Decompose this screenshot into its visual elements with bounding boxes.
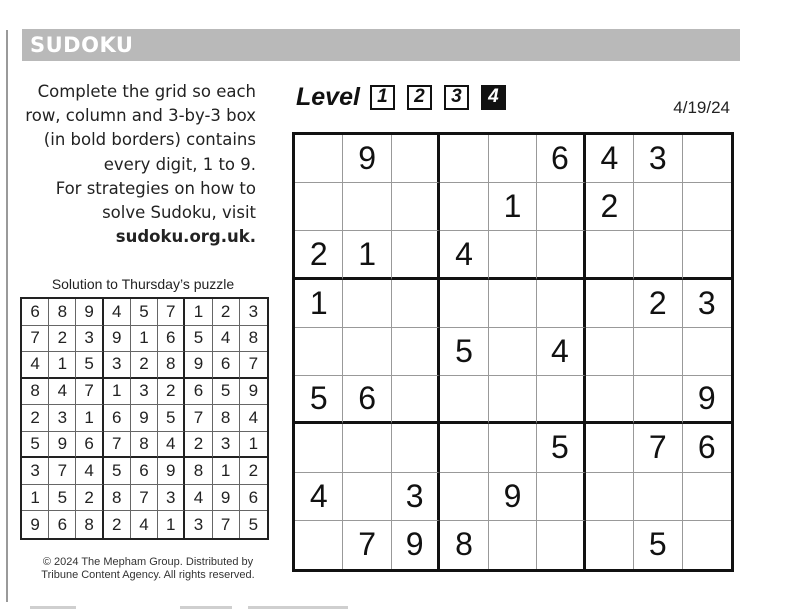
puzzle-cell-r6-c9: 9 [683,376,731,424]
page-title: SUDOKU [30,33,134,57]
solution-cell-r6-c9: 1 [240,432,267,459]
solution-cell-r6-c6: 4 [158,432,185,459]
puzzle-cell-r3-c9[interactable] [683,231,731,279]
puzzle-cell-r3-c8[interactable] [634,231,682,279]
solution-cell-r2-c6: 6 [158,326,185,353]
puzzle-grid [292,132,734,572]
solution-cell-r8-c8: 9 [213,485,240,512]
solution-cell-r8-c6: 3 [158,485,185,512]
solution-cell-r4-c9: 9 [240,379,267,406]
left-divider [6,30,8,602]
solution-cell-r7-c9: 2 [240,458,267,485]
title-bar [22,29,740,61]
puzzle-cell-r5-c9[interactable] [683,328,731,376]
puzzle-cell-r3-c4: 4 [440,231,488,279]
puzzle-cell-r8-c8[interactable] [634,473,682,521]
puzzle-cell-r8-c1: 4 [295,473,343,521]
solution-cell-r8-c5: 7 [131,485,158,512]
solution-cell-r2-c9: 8 [240,326,267,353]
puzzle-cell-r4-c5[interactable] [489,280,537,328]
solution-cell-r7-c3: 4 [76,458,103,485]
solution-cell-r1-c5: 5 [131,299,158,326]
solution-cell-r8-c3: 2 [76,485,103,512]
instructions [14,80,256,249]
puzzle-cell-r5-c8[interactable] [634,328,682,376]
puzzle-cell-r3-c2: 1 [343,231,391,279]
level-3-box: 3 [444,85,469,110]
solution-cell-r1-c8: 2 [213,299,240,326]
copyright-line: © 2024 The Mepham Group. Distributed by [42,556,254,568]
solution-cell-r3-c1: 4 [22,352,49,379]
solution-cell-r9-c3: 8 [76,511,103,538]
solution-cell-r3-c3: 5 [76,352,103,379]
puzzle-cell-r2-c3[interactable] [392,183,440,231]
puzzle-cell-r6-c8[interactable] [634,376,682,424]
puzzle-cell-r4-c4[interactable] [440,280,488,328]
instruction-line: (in bold borders) contains [43,130,256,150]
puzzle-cell-r1-c3[interactable] [392,135,440,183]
solution-cell-r7-c4: 5 [104,458,131,485]
solution-cell-r9-c8: 7 [213,511,240,538]
puzzle-cell-r7-c7[interactable] [586,424,634,472]
puzzle-cell-r7-c4[interactable] [440,424,488,472]
website-link-text: sudoku.org.uk. [115,227,256,247]
puzzle-cell-r1-c1[interactable] [295,135,343,183]
puzzle-cell-r5-c3[interactable] [392,328,440,376]
solution-cell-r4-c6: 2 [158,379,185,406]
solution-cell-r6-c8: 3 [213,432,240,459]
solution-cell-r6-c5: 8 [131,432,158,459]
instruction-line: every digit, 1 to 9. [103,154,256,174]
puzzle-cell-r4-c6[interactable] [537,280,585,328]
puzzle-cell-r8-c2[interactable] [343,473,391,521]
puzzle-cell-r2-c2[interactable] [343,183,391,231]
level-2-box: 2 [407,85,432,110]
solution-cell-r1-c3: 9 [76,299,103,326]
solution-cell-r9-c4: 2 [104,511,131,538]
solution-cell-r1-c2: 8 [49,299,76,326]
instruction-line: row, column and 3-by-3 box [25,106,256,126]
solution-cell-r4-c3: 7 [76,379,103,406]
puzzle-cell-r7-c9: 6 [683,424,731,472]
puzzle-cell-r4-c7[interactable] [586,280,634,328]
puzzle-cell-r7-c5[interactable] [489,424,537,472]
puzzle-cell-r5-c4: 5 [440,328,488,376]
puzzle-cell-r9-c5[interactable] [489,521,537,569]
solution-cell-r6-c3: 6 [76,432,103,459]
puzzle-cell-r2-c5: 1 [489,183,537,231]
solution-cell-r9-c9: 5 [248,514,259,534]
solution-cell-r2-c8: 4 [213,326,240,353]
solution-cell-r2-c7: 5 [185,326,212,353]
puzzle-cell-r6-c2: 6 [343,376,391,424]
solution-cell-r1-c6: 7 [158,299,185,326]
puzzle-cell-r3-c7[interactable] [586,231,634,279]
puzzle-cell-r2-c6[interactable] [537,183,585,231]
solution-cell-r5-c4: 6 [104,405,131,432]
puzzle-cell-r8-c6[interactable] [537,473,585,521]
solution-cell-r3-c6: 8 [158,352,185,379]
solution-cell-r7-c7: 8 [185,458,212,485]
solution-cell-r5-c1: 2 [22,405,49,432]
puzzle-cell-r2-c9[interactable] [683,183,731,231]
puzzle-cell-r4-c9: 3 [683,280,731,328]
puzzle-cell-r5-c7[interactable] [586,328,634,376]
puzzle-cell-r9-c8: 5 [634,521,682,569]
solution-cell-r6-c7: 2 [185,432,212,459]
solution-cell-r3-c9: 7 [240,352,267,379]
puzzle-cell-r1-c6: 6 [537,135,585,183]
solution-cell-r1-c7: 1 [185,299,212,326]
solution-cell-r7-c5: 6 [131,458,158,485]
puzzle-cell-r5-c5[interactable] [489,328,537,376]
puzzle-cell-r9-c6[interactable] [537,521,585,569]
solution-cell-r7-c6: 9 [158,458,185,485]
solution-cell-r8-c1: 1 [22,485,49,512]
puzzle-cell-r2-c7: 2 [586,183,634,231]
puzzle-cell-r1-c2: 9 [343,135,391,183]
instruction-line: solve Sudoku, visit [102,203,256,223]
solution-cell-r9-c1: 9 [22,511,49,538]
puzzle-cell-r7-c1[interactable] [295,424,343,472]
solution-cell-r2-c1: 7 [22,326,49,353]
puzzle-cell-r9-c9[interactable] [683,521,731,569]
solution-grid [20,297,269,540]
solution-cell-r7-c2: 7 [49,458,76,485]
puzzle-cell-r5-c6: 4 [537,328,585,376]
solution-cell-r9-c5: 4 [131,511,158,538]
solution-cell-r5-c9: 4 [240,405,267,432]
puzzle-cell-r5-c2[interactable] [343,328,391,376]
solution-cell-r3-c5: 2 [131,352,158,379]
puzzle-cell-r1-c9[interactable] [683,135,731,183]
solution-cell-r8-c2: 5 [49,485,76,512]
solution-cell-r4-c2: 4 [49,379,76,406]
puzzle-cell-r5-c1[interactable] [295,328,343,376]
solution-cell-r1-c1: 6 [22,299,49,326]
puzzle-cell-r2-c1[interactable] [295,183,343,231]
puzzle-cell-r6-c5[interactable] [489,376,537,424]
solution-cell-r9-c2: 6 [49,511,76,538]
level-label: Level [296,82,360,111]
level-selector [296,82,518,112]
solution-cell-r4-c8: 5 [213,379,240,406]
solution-cell-r5-c3: 1 [76,405,103,432]
solution-cell-r6-c4: 7 [104,432,131,459]
puzzle-cell-r8-c5: 9 [489,473,537,521]
puzzle-cell-r9-c7[interactable] [586,521,634,569]
puzzle-cell-r8-c3: 3 [392,473,440,521]
puzzle-cell-r1-c5[interactable] [489,135,537,183]
level-4-box: 4 [481,85,506,110]
copyright-line: Tribune Content Agency. All rights reserved. [41,569,255,581]
solution-cell-r4-c7: 6 [185,379,212,406]
puzzle-cell-r7-c2[interactable] [343,424,391,472]
solution-cell-r4-c5: 3 [131,379,158,406]
solution-cell-r3-c2: 1 [49,352,76,379]
puzzle-cell-r3-c5[interactable] [489,231,537,279]
puzzle-cell-r8-c7[interactable] [586,473,634,521]
puzzle-cell-r1-c8: 3 [634,135,682,183]
puzzle-cell-r7-c3[interactable] [392,424,440,472]
solution-cell-r1-c4: 4 [104,299,131,326]
puzzle-cell-r6-c4[interactable] [440,376,488,424]
solution-cell-r4-c4: 1 [104,379,131,406]
solution-cell-r2-c5: 1 [131,326,158,353]
puzzle-cell-r3-c3[interactable] [392,231,440,279]
solution-cell-r8-c9: 6 [240,485,267,512]
instruction-line: For strategies on how to [55,178,256,198]
solution-cell-r3-c7: 9 [185,352,212,379]
puzzle-cell-r1-c4[interactable] [440,135,488,183]
puzzle-cell-r9-c3: 9 [392,521,440,569]
copyright [22,556,274,582]
solution-cell-r7-c8: 1 [213,458,240,485]
solution-cell-r5-c7: 7 [185,405,212,432]
solution-cell-r5-c6: 5 [158,405,185,432]
instruction-line: Complete the grid so each [37,82,256,101]
solution-cell-r2-c4: 9 [104,326,131,353]
solution-cell-r6-c1: 5 [22,432,49,459]
solution-cell-r2-c2: 2 [49,326,76,353]
bottom-edge-marks [30,606,360,610]
level-1-box: 1 [370,85,395,110]
solution-cell-r9-c6: 1 [158,511,185,538]
solution-cell-r6-c2: 9 [49,432,76,459]
puzzle-cell-r4-c2[interactable] [343,280,391,328]
puzzle-cell-r2-c4[interactable] [440,183,488,231]
puzzle-cell-r6-c1: 5 [295,376,343,424]
puzzle-cell-r9-c1[interactable] [295,521,343,569]
puzzle-cell-r3-c1: 2 [295,231,343,279]
puzzle-cell-r3-c6[interactable] [537,231,585,279]
solution-cell-r2-c3: 3 [76,326,103,353]
solution-cell-r1-c9: 3 [240,299,267,326]
solution-cell-r9-c7: 3 [185,511,212,538]
puzzle-cell-r8-c9[interactable] [683,473,731,521]
solution-cell-r3-c8: 6 [213,352,240,379]
puzzle-cell-r2-c8[interactable] [634,183,682,231]
solution-cell-r5-c5: 9 [131,405,158,432]
solution-cell-r4-c1: 8 [22,379,49,406]
puzzle-cell-r4-c1: 1 [295,280,343,328]
solution-cell-r5-c8: 8 [213,405,240,432]
puzzle-cell-r1-c7: 4 [586,135,634,183]
solution-cell-r3-c4: 3 [104,352,131,379]
puzzle-cell-r9-c4: 8 [440,521,488,569]
puzzle-cell-r6-c7[interactable] [586,376,634,424]
solution-cell-r7-c1: 3 [22,458,49,485]
puzzle-cell-r8-c4[interactable] [440,473,488,521]
puzzle-cell-r4-c8: 2 [634,280,682,328]
solution-cell-r8-c4: 8 [104,485,131,512]
puzzle-cell-r9-c2: 7 [343,521,391,569]
puzzle-cell-r4-c3[interactable] [392,280,440,328]
solution-cell-r8-c7: 4 [185,485,212,512]
puzzle-date: 4/19/24 [673,98,730,117]
solution-title: Solution to Thursday’s puzzle [51,276,235,292]
puzzle-cell-r6-c3[interactable] [392,376,440,424]
puzzle-cell-r7-c6: 5 [537,424,585,472]
puzzle-cell-r7-c8: 7 [634,424,682,472]
puzzle-cell-r6-c6[interactable] [537,376,585,424]
solution-cell-r5-c2: 3 [49,405,76,432]
